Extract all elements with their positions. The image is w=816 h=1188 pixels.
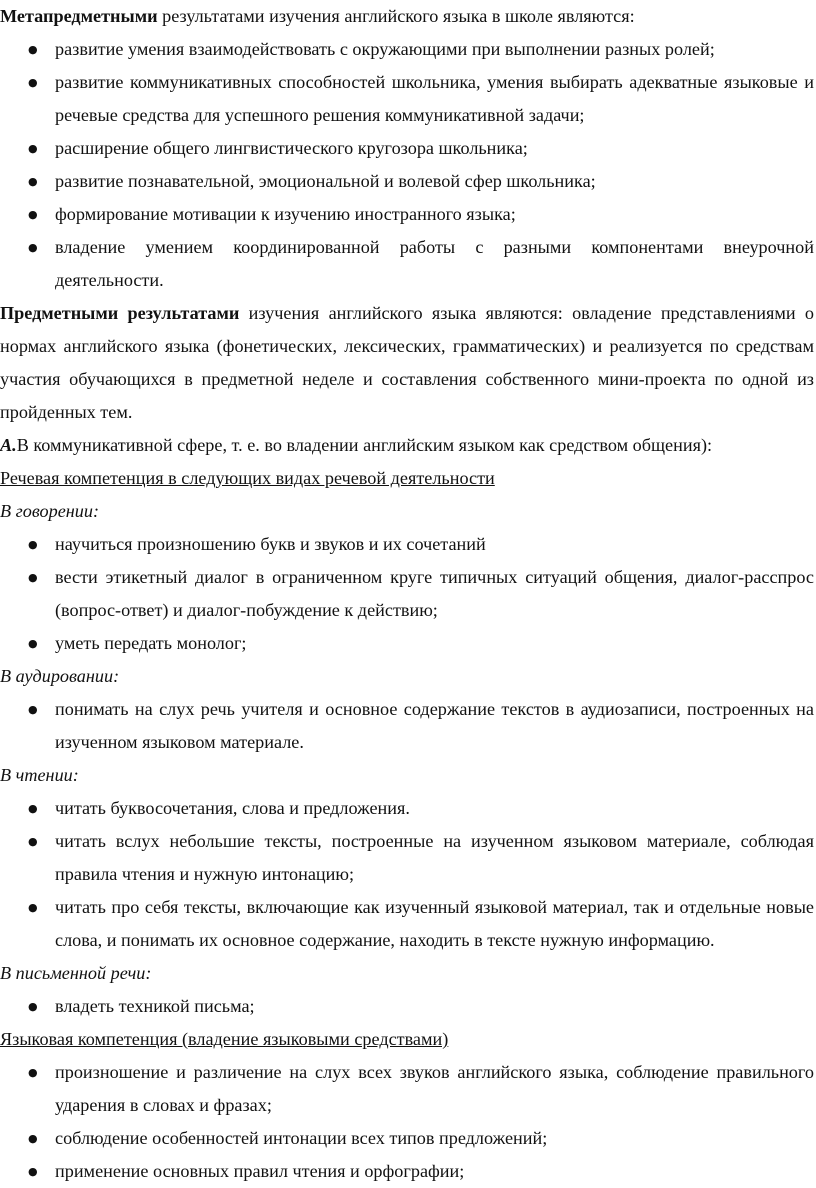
bullet-icon: ● bbox=[28, 571, 38, 584]
list-item: ● расширение общего лингвистического кругозора школьника; bbox=[0, 132, 816, 165]
listening-list bbox=[0, 693, 816, 759]
bullet-icon: ● bbox=[28, 1000, 38, 1013]
list-item: ● соблюдение особенностей интонации всех типов предложений; bbox=[0, 1122, 816, 1155]
meta-results-list bbox=[0, 33, 816, 297]
bullet-icon: ● bbox=[28, 142, 38, 155]
speech-competence-heading: Речевая компетенция в следующих видах речевой деятельности bbox=[0, 468, 495, 488]
bullet-icon: ● bbox=[28, 175, 38, 188]
subject-results-paragraph bbox=[0, 297, 816, 429]
bullet-icon: ● bbox=[28, 241, 38, 254]
list-item: ● владение умением координированной работы с разными компонентами внеурочной деятельности. bbox=[0, 231, 816, 297]
meta-results-intro-text: результатами изучения английского языка в школе являются: bbox=[157, 6, 635, 26]
speaking-label: В говорении: bbox=[0, 501, 100, 521]
reading-label: В чтении: bbox=[0, 765, 79, 785]
list-item: ● уметь передать монолог; bbox=[0, 627, 816, 660]
bullet-icon: ● bbox=[28, 208, 38, 221]
subject-results-lead: Предметными результатами bbox=[0, 303, 240, 323]
bullet-icon: ● bbox=[28, 901, 38, 914]
bullet-icon: ● bbox=[28, 1066, 38, 1079]
bullet-icon: ● bbox=[28, 1165, 38, 1178]
list-item: ● читать буквосочетания, слова и предложения. bbox=[0, 792, 816, 825]
list-item: ● научиться произношению букв и звуков и их сочетаний bbox=[0, 528, 816, 561]
bullet-icon: ● bbox=[28, 76, 38, 89]
meta-results-lead: Метапредметными bbox=[0, 6, 158, 26]
list-item: ● развитие коммуникативных способностей школьника, умения выбирать адекватные языковые и речевые средства для успешного решения коммуникативной задачи; bbox=[0, 66, 816, 132]
section-a-text: В коммуникативной сфере, т. е. во владении английским языком как средством общения): bbox=[16, 435, 713, 455]
list-item: ● развитие познавательной, эмоциональной и волевой сфер школьника; bbox=[0, 165, 816, 198]
writing-list bbox=[0, 990, 816, 1023]
list-item: ● понимать на слух речь учителя и основное содержание текстов в аудиозаписи, построенных на изученном языковом материале. bbox=[0, 693, 816, 759]
bullet-icon: ● bbox=[28, 637, 38, 650]
list-item: ● произношение и различение на слух всех звуков английского языка, соблюдение правильного ударения в словах и фразах; bbox=[0, 1056, 816, 1122]
bullet-icon: ● bbox=[28, 538, 38, 551]
list-item: ● развитие умения взаимодействовать с окружающими при выполнении разных ролей; bbox=[0, 33, 816, 66]
writing-label: В письменной речи: bbox=[0, 963, 152, 983]
speaking-list bbox=[0, 528, 816, 660]
list-item: ● формирование мотивации к изучению иностранного языка; bbox=[0, 198, 816, 231]
bullet-icon: ● bbox=[28, 703, 38, 716]
language-competence-heading: Языковая компетенция (владение языковыми средствами) bbox=[0, 1029, 449, 1049]
section-a-letter: А. bbox=[0, 435, 17, 455]
bullet-icon: ● bbox=[28, 835, 38, 848]
reading-list bbox=[0, 792, 816, 957]
list-item: ● владеть техникой письма; bbox=[0, 990, 816, 1023]
meta-results-intro bbox=[0, 0, 816, 33]
section-a-line bbox=[0, 429, 816, 462]
language-list bbox=[0, 1056, 816, 1188]
list-item: ● вести этикетный диалог в ограниченном круге типичных ситуаций общения, диалог-расспрос (вопрос-ответ) и диалог-побуждение к действию; bbox=[0, 561, 816, 627]
listening-label: В аудировании: bbox=[0, 666, 120, 686]
list-item: ● применение основных правил чтения и орфографии; bbox=[0, 1155, 816, 1188]
list-item: ● читать вслух небольшие тексты, построенные на изученном языковом материале, соблюдая правила чтения и нужную интонацию; bbox=[0, 825, 816, 891]
bullet-icon: ● bbox=[28, 802, 38, 815]
subject-results-text: изучения английского языка являются: овладение представлениями о нормах английского языка (фонетических, лексических, грамматических) и реализуется по средствам участия обучающихся в предметной неделе и составления собственного мини-проекта по одной из пройденных тем. bbox=[0, 303, 815, 422]
list-item: ● читать про себя тексты, включающие как изученный языковой материал, так и отдельные новые слова, и понимать их основное содержание, находить в тексте нужную информацию. bbox=[0, 891, 816, 957]
bullet-icon: ● bbox=[28, 43, 38, 56]
bullet-icon: ● bbox=[28, 1132, 38, 1145]
